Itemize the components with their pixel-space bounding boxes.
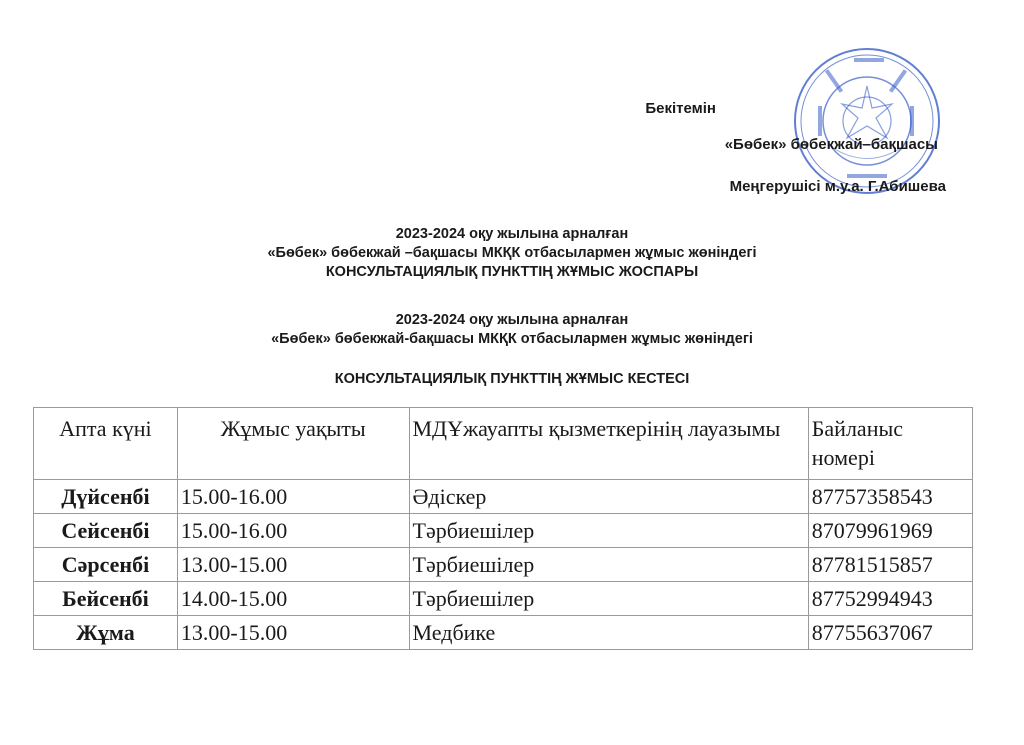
approval-title: Бекітемін xyxy=(645,100,716,117)
table-row xyxy=(34,514,973,548)
plan-heading-organization: «Бөбек» бөбекжай –бақшасы МКҚК отбасылармен жұмыс жөніндегі xyxy=(267,245,757,261)
table-row xyxy=(34,480,973,514)
schedule-heading-title: КОНСУЛЬТАЦИЯЛЫҚ ПУНКТТІҢ ЖҰМЫС КЕСТЕСІ xyxy=(334,371,690,387)
cell-weekday: Сейсенбі xyxy=(34,514,178,548)
cell-phone: 87755637067 xyxy=(808,616,972,650)
schedule-table xyxy=(33,407,973,650)
official-stamp-icon xyxy=(792,46,942,196)
cell-weekday: Сәрсенбі xyxy=(34,548,178,582)
cell-phone: 87079961969 xyxy=(808,514,972,548)
approval-head-signature: Меңгерушісі м.у.а. Г.Абишева xyxy=(729,178,946,195)
cell-weekday: Дүйсенбі xyxy=(34,480,178,514)
cell-time: 13.00-15.00 xyxy=(177,548,409,582)
table-header-row xyxy=(34,408,973,480)
plan-heading-year: 2023-2024 оқу жылына арналған xyxy=(395,226,629,242)
cell-position: Тәрбиешілер xyxy=(409,514,808,548)
table-row xyxy=(34,582,973,616)
cell-weekday: Бейсенбі xyxy=(34,582,178,616)
approval-organization: «Бөбек» бөбекжай–бақшасы xyxy=(724,136,938,153)
cell-time: 13.00-15.00 xyxy=(177,616,409,650)
cell-position: Тәрбиешілер xyxy=(409,548,808,582)
column-header-position: МДҰжауапты қызметкерінің лауазымы xyxy=(409,408,808,480)
column-header-time: Жұмыс уақыты xyxy=(177,408,409,480)
cell-phone: 87752994943 xyxy=(808,582,972,616)
cell-phone: 87781515857 xyxy=(808,548,972,582)
cell-time: 15.00-16.00 xyxy=(177,480,409,514)
cell-time: 14.00-15.00 xyxy=(177,582,409,616)
table-row xyxy=(34,548,973,582)
table-row xyxy=(34,616,973,650)
schedule-heading-organization: «Бөбек» бөбекжай-бақшасы МКҚК отбасылармен жұмыс жөніндегі xyxy=(271,331,753,347)
cell-position: Тәрбиешілер xyxy=(409,582,808,616)
cell-position: Әдіскер xyxy=(409,480,808,514)
cell-phone: 87757358543 xyxy=(808,480,972,514)
column-header-phone: Байланыс номері xyxy=(808,408,972,480)
cell-position: Медбике xyxy=(409,616,808,650)
cell-weekday: Жұма xyxy=(34,616,178,650)
schedule-heading-year: 2023-2024 оқу жылына арналған xyxy=(395,312,629,328)
column-header-weekday: Апта күні xyxy=(34,408,178,480)
plan-heading-title: КОНСУЛЬТАЦИЯЛЫҚ ПУНКТТІҢ ЖҰМЫС ЖОСПАРЫ xyxy=(325,264,699,280)
cell-time: 15.00-16.00 xyxy=(177,514,409,548)
